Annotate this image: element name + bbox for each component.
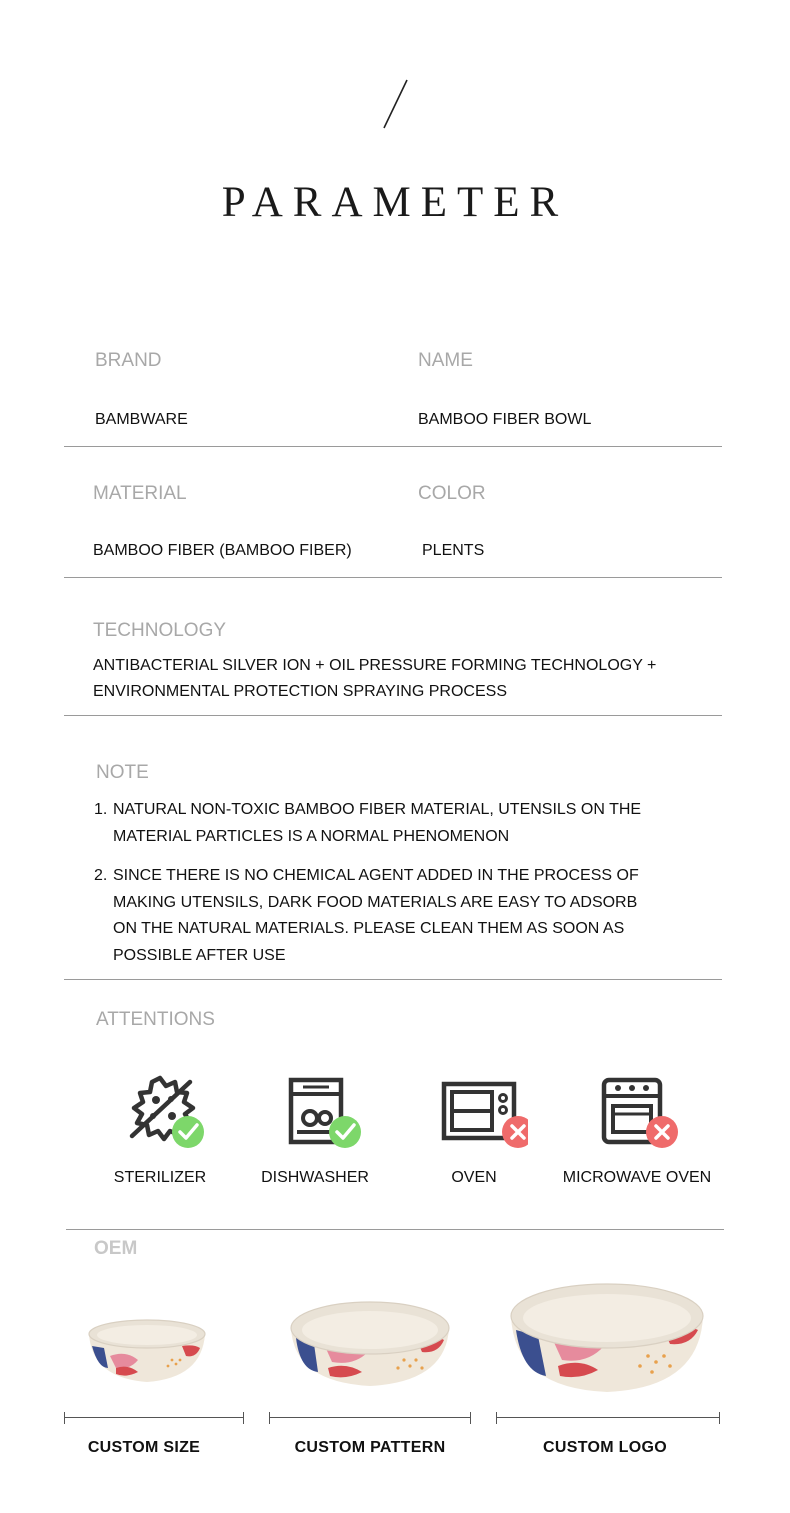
custom-pattern-caption: CUSTOM PATTERN xyxy=(294,1439,446,1456)
bowl-small-image xyxy=(86,1316,208,1386)
attention-label: DISHWASHER xyxy=(261,1169,369,1186)
note-line: MAKING UTENSILS, DARK FOOD MATERIALS ARE EASY TO ADSORB xyxy=(113,893,638,911)
note-line: ON THE NATURAL MATERIALS. PLEASE CLEAN THEM AS SOON AS xyxy=(113,920,625,937)
custom-logo-caption: CUSTOM LOGO xyxy=(543,1439,667,1456)
attentions-label: ATTENTIONS xyxy=(96,1009,215,1030)
dishwasher-icon xyxy=(283,1072,373,1152)
name-value: BAMBOO FIBER BOWL xyxy=(418,411,592,428)
note-line: POSSIBLE AFTER USE xyxy=(113,946,286,964)
brand-value: BAMBWARE xyxy=(95,411,188,428)
technology-line: ENVIRONMENTAL PROTECTION SPRAYING PROCESS xyxy=(93,683,507,700)
note-line: NATURAL NON-TOXIC BAMBOO FIBER MATERIAL, UTENSILS ON THE xyxy=(113,801,642,818)
technology-value xyxy=(93,653,713,705)
note-number: 1. xyxy=(94,801,108,818)
material-value: BAMBOO FIBER (BAMBOO FIBER) xyxy=(93,542,352,559)
brand-label: BRAND xyxy=(95,350,162,371)
note-label: NOTE xyxy=(96,762,149,783)
slash-divider-icon xyxy=(372,78,412,132)
divider xyxy=(64,979,722,980)
note-number: 2. xyxy=(94,867,108,884)
bowl-large-image xyxy=(508,1280,706,1396)
note-list xyxy=(94,797,714,969)
note-item xyxy=(94,797,714,850)
attention-label: STERILIZER xyxy=(113,1169,207,1186)
size-ruler xyxy=(269,1412,471,1424)
page-title: PARAMETER xyxy=(221,179,569,226)
divider xyxy=(64,715,722,716)
divider xyxy=(64,577,722,578)
size-ruler xyxy=(64,1412,244,1424)
color-value: PLENTS xyxy=(422,542,485,559)
attention-label: MICROWAVE OVEN xyxy=(562,1169,712,1186)
divider xyxy=(66,1229,724,1230)
bowl-medium-image xyxy=(288,1298,452,1390)
sterilizer-icon xyxy=(120,1072,210,1152)
oem-label: OEM xyxy=(94,1238,138,1259)
color-label: COLOR xyxy=(418,483,486,504)
custom-size-caption: CUSTOM SIZE xyxy=(87,1439,201,1456)
note-item xyxy=(94,863,714,969)
oven-icon xyxy=(438,1072,528,1152)
microwave-oven-icon xyxy=(596,1072,686,1152)
note-line: SINCE THERE IS NO CHEMICAL AGENT ADDED IN THE PROCESS OF xyxy=(113,867,639,884)
note-line: MATERIAL PARTICLES IS A NORMAL PHENOMENON xyxy=(113,827,510,845)
material-label: MATERIAL xyxy=(93,483,187,504)
technology-label: TECHNOLOGY xyxy=(93,620,227,641)
name-label: NAME xyxy=(418,350,473,371)
divider xyxy=(64,446,722,447)
technology-line: ANTIBACTERIAL SILVER ION + OIL PRESSURE FORMING TECHNOLOGY + xyxy=(93,657,657,674)
size-ruler xyxy=(496,1412,720,1424)
attention-label: OVEN xyxy=(451,1169,497,1186)
